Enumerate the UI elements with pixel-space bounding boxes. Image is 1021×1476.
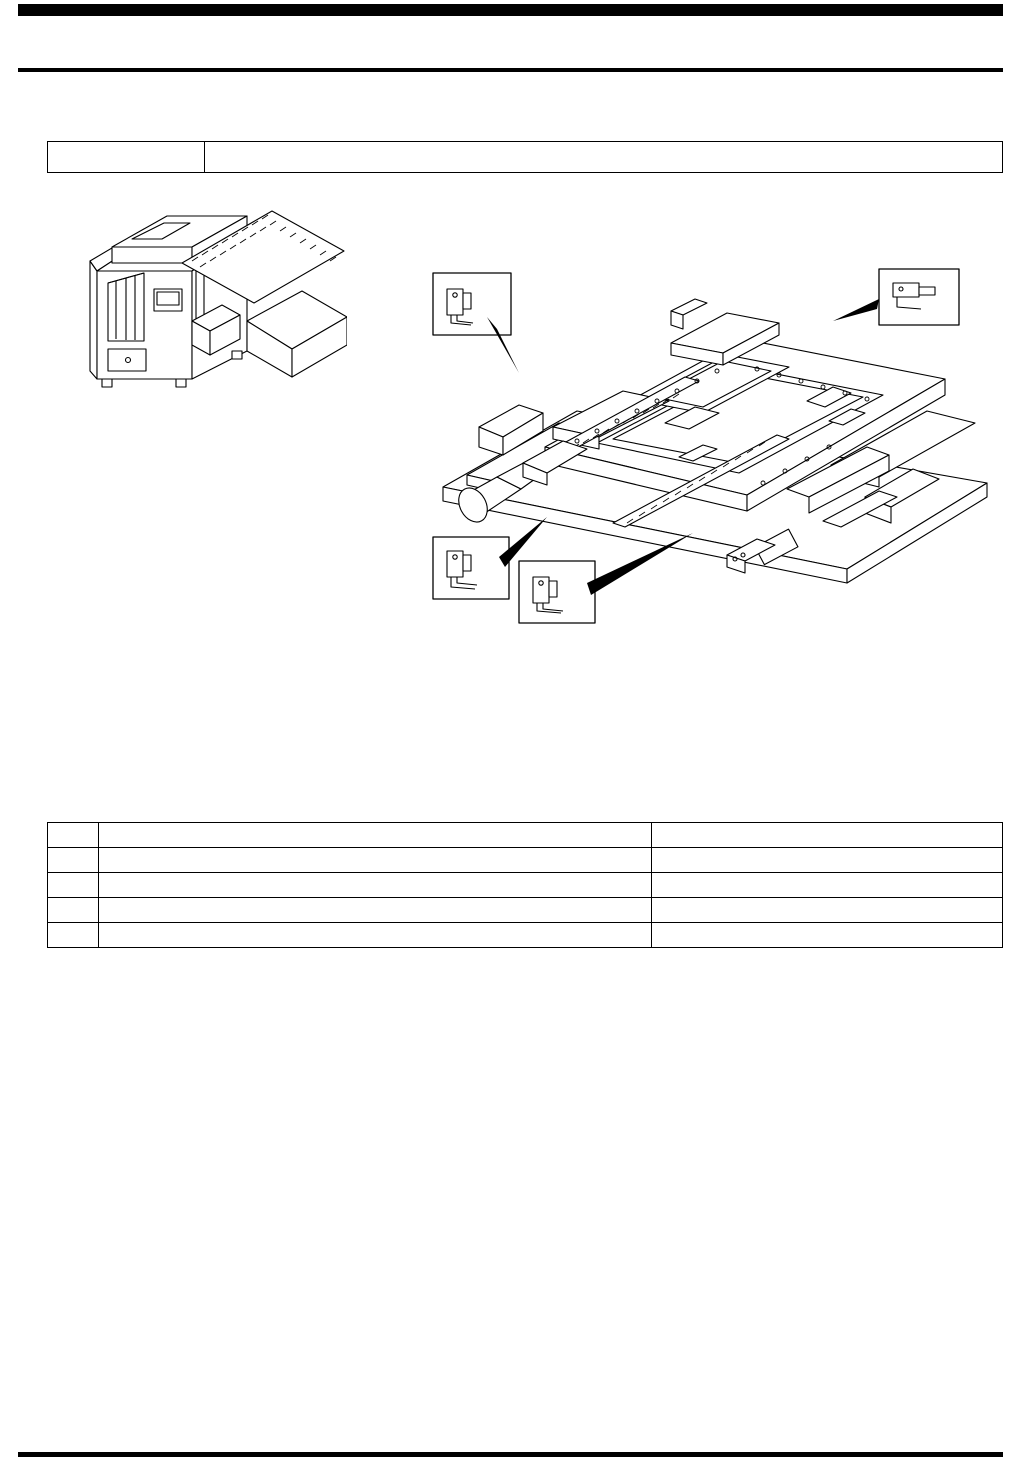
parts-header-code [652,823,1003,848]
title-code-cell [48,142,205,173]
footer-rule [18,1452,1003,1457]
parts-cell-no [48,923,99,948]
table-row [48,898,1003,923]
stage-assembly-diagram [427,251,1003,631]
table-row [48,923,1003,948]
parts-cell-name [99,898,652,923]
parts-table-header-row [48,823,1003,848]
parts-cell-name [99,873,652,898]
title-table-row [48,142,1003,173]
parts-table [47,822,1003,948]
parts-header-no [48,823,99,848]
machine-overview-icon [72,201,347,401]
parts-cell-code [652,848,1003,873]
header-rule [18,68,1003,72]
parts-header-name [99,823,652,848]
parts-cell-code [652,873,1003,898]
parts-cell-code [652,898,1003,923]
parts-cell-no [48,873,99,898]
title-table [47,141,1003,173]
table-row [48,848,1003,873]
parts-cell-name [99,848,652,873]
parts-cell-name [99,923,652,948]
top-black-bar [18,4,1003,16]
figure-area [47,196,1003,646]
title-name-cell [205,142,1003,173]
table-row [48,873,1003,898]
parts-cell-code [652,923,1003,948]
parts-cell-no [48,848,99,873]
parts-cell-no [48,898,99,923]
